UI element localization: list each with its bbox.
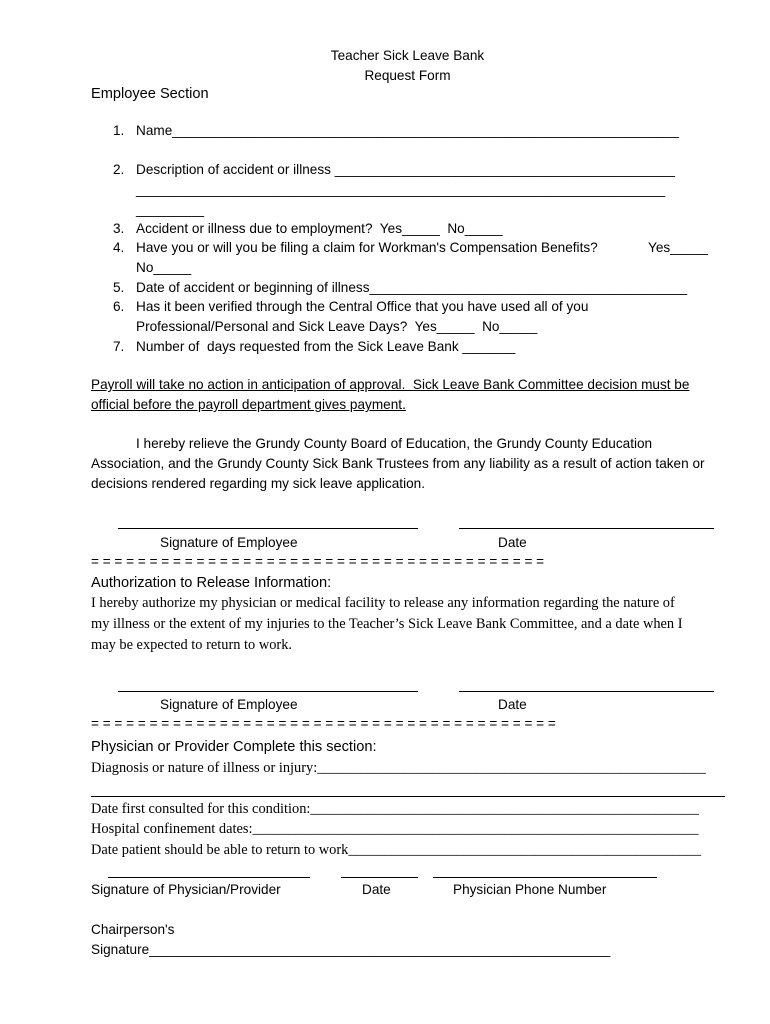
q4-number: 4. [113,240,125,255]
workmans-comp-no[interactable]: No_____ [136,260,192,275]
diagnosis-field[interactable]: Diagnosis or nature of illness or injury:______________________________________________________ [91,760,706,776]
release-line-2: Association, and the Grundy County Sick Bank Trustees from any liability as a result of action taken or [91,456,705,471]
payroll-notice-line-1: Payroll will take no action in anticipation of approval. Sick Leave Bank Committee decision must be [91,377,690,392]
separator-2: = = = = = = = = = = = = = = = = = = = = = = = = = = = = = = = = = = = = = = = = [91,716,556,731]
physician-signature-line[interactable] [108,877,310,878]
workmans-comp-yes[interactable]: Yes_____ [648,240,708,255]
authorization-signature-line[interactable] [118,691,418,692]
first-consulted-field[interactable]: Date first consulted for this condition:______________________________________________________ [91,801,699,817]
form-title: Teacher Sick Leave Bank [330,48,485,63]
physician-date-label: Date [362,882,391,897]
name-field[interactable]: Name___________________________________________________________________ [136,123,679,138]
chairperson-label: Chairperson's [91,922,175,937]
chairperson-signature-field[interactable]: Signature_____________________________________________________________ [91,942,611,957]
physician-phone-line[interactable] [433,877,657,878]
employee-signature-line[interactable] [118,528,418,529]
leave-days-used-field[interactable]: Professional/Personal and Sick Leave Days? Yes_____ No_____ [136,319,538,334]
authorization-line-2: my illness or the extent of my injuries to the Teacher’s Sick Leave Bank Committee, and a date when I [91,616,683,632]
return-to-work-field[interactable]: Date patient should be able to return to work_________________________________________________ [91,842,701,858]
days-requested-field[interactable]: Number of days requested from the Sick Leave Bank _______ [136,339,516,354]
payroll-notice-line-2: official before the payroll department gives payment. [91,397,406,412]
central-office-question: Has it been verified through the Central Office that you have used all of you [136,299,589,314]
authorization-signature-label: Signature of Employee [160,697,298,712]
employment-related-field[interactable]: Accident or illness due to employment? Yes_____ No_____ [136,221,503,236]
employee-date-line[interactable] [459,528,714,529]
q6-number: 6. [113,299,125,314]
date-of-illness-field[interactable]: Date of accident or beginning of illness__________________________________________ [136,280,688,295]
workmans-comp-question: Have you or will you be filing a claim for Workman's Compensation Benefits? [136,240,598,255]
q2-number: 2. [113,162,125,177]
q3-number: 3. [113,221,125,236]
authorization-date-label: Date [498,697,527,712]
employee-date-label: Date [498,535,527,550]
description-line-2[interactable]: ______________________________________________________________________ [136,182,666,197]
separator-1: = = = = = = = = = = = = = = = = = = = = = = = = = = = = = = = = = = = = = = = [91,554,545,569]
hospital-confinement-field[interactable]: Hospital confinement dates:______________________________________________________________ [91,821,699,837]
employee-section-heading: Employee Section [91,86,209,102]
q7-number: 7. [113,339,125,354]
release-line-1: I hereby relieve the Grundy County Board of Education, the Grundy County Education [136,436,653,451]
diagnosis-extra-line[interactable] [91,796,725,797]
q1-number: 1. [113,123,125,138]
employee-signature-label: Signature of Employee [160,535,298,550]
form-subtitle: Request Form [364,68,451,83]
authorization-line-3: may be expected to return to work. [91,637,292,653]
description-field[interactable]: Description of accident or illness _____________________________________________ [136,162,675,177]
release-line-3: decisions rendered regarding my sick leave application. [91,476,425,491]
q5-number: 5. [113,280,125,295]
physician-date-line[interactable] [341,877,418,878]
authorization-heading: Authorization to Release Information: [91,575,332,591]
physician-heading: Physician or Provider Complete this section: [91,739,377,755]
authorization-line-1: I hereby authorize my physician or medical facility to release any information regarding the nature of [91,595,675,611]
authorization-date-line[interactable] [459,691,714,692]
physician-signature-label: Signature of Physician/Provider [91,882,281,897]
physician-phone-label: Physician Phone Number [453,882,607,897]
description-line-3[interactable]: _________ [136,202,205,217]
